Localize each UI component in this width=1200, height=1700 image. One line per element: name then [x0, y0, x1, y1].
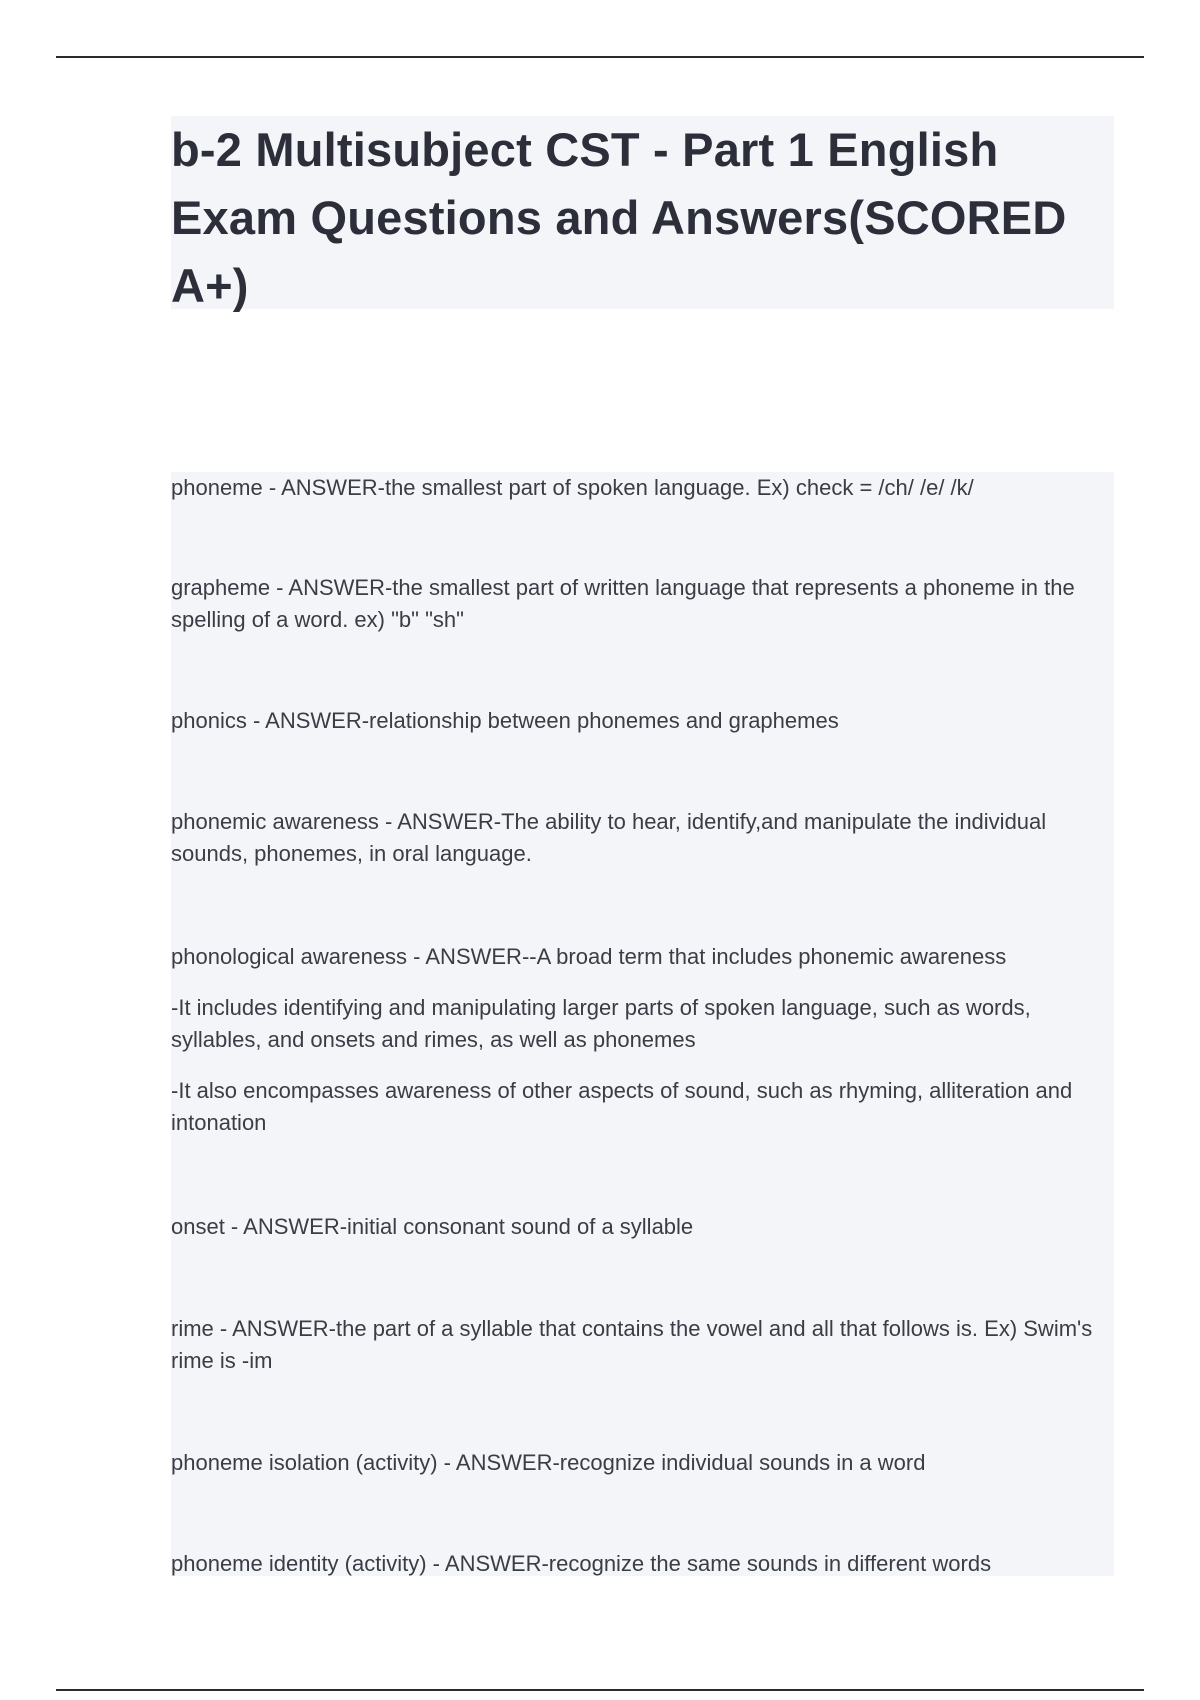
qa-list — [171, 472, 1114, 1576]
top-rule — [56, 56, 1144, 58]
qa-entry — [171, 1211, 1114, 1243]
qa-entry — [171, 1548, 1114, 1580]
page-title: b-2 Multisubject CST - Part 1 English Exam Questions and Answers(SCORED A+) — [171, 123, 1067, 312]
qa-text: phoneme - ANSWER-the smallest part of spoken language. Ex) check = /ch/ /e/ /k/ — [171, 475, 974, 500]
qa-text: rime - ANSWER-the part of a syllable that contains the vowel and all that follows is. Ex) Swim's rime is -im — [171, 1316, 1093, 1373]
qa-text: grapheme - ANSWER-the smallest part of written language that represents a phoneme in the spelling of a word. ex) "b" "sh" — [171, 575, 1075, 632]
qa-text: -It also encompasses awareness of other aspects of sound, such as rhyming, alliteration and intonation — [171, 1078, 1073, 1135]
qa-text: phonemic awareness - ANSWER-The ability to hear, identify,and manipulate the individual sounds, phonemes, in oral language. — [171, 809, 1047, 866]
qa-text: -It includes identifying and manipulating larger parts of spoken language, such as words, syllables, and onsets and rimes, as well as phonemes — [171, 995, 1031, 1052]
qa-entry — [171, 705, 1114, 737]
qa-entry — [171, 1313, 1114, 1377]
qa-text: onset - ANSWER-initial consonant sound of a syllable — [171, 1214, 694, 1239]
qa-text: phonological awareness - ANSWER--A broad term that includes phonemic awareness — [171, 944, 1007, 969]
qa-entry — [171, 472, 1114, 504]
qa-text: phoneme identity (activity) - ANSWER-recognize the same sounds in different words — [171, 1551, 992, 1576]
qa-entry — [171, 941, 1114, 1139]
title-block — [171, 116, 1114, 312]
qa-text: phonics - ANSWER-relationship between phonemes and graphemes — [171, 708, 839, 733]
qa-text: phoneme isolation (activity) - ANSWER-recognize individual sounds in a word — [171, 1450, 926, 1475]
bottom-rule — [56, 1689, 1144, 1691]
qa-entry — [171, 806, 1114, 870]
qa-entry — [171, 1447, 1114, 1479]
qa-entry — [171, 572, 1114, 636]
